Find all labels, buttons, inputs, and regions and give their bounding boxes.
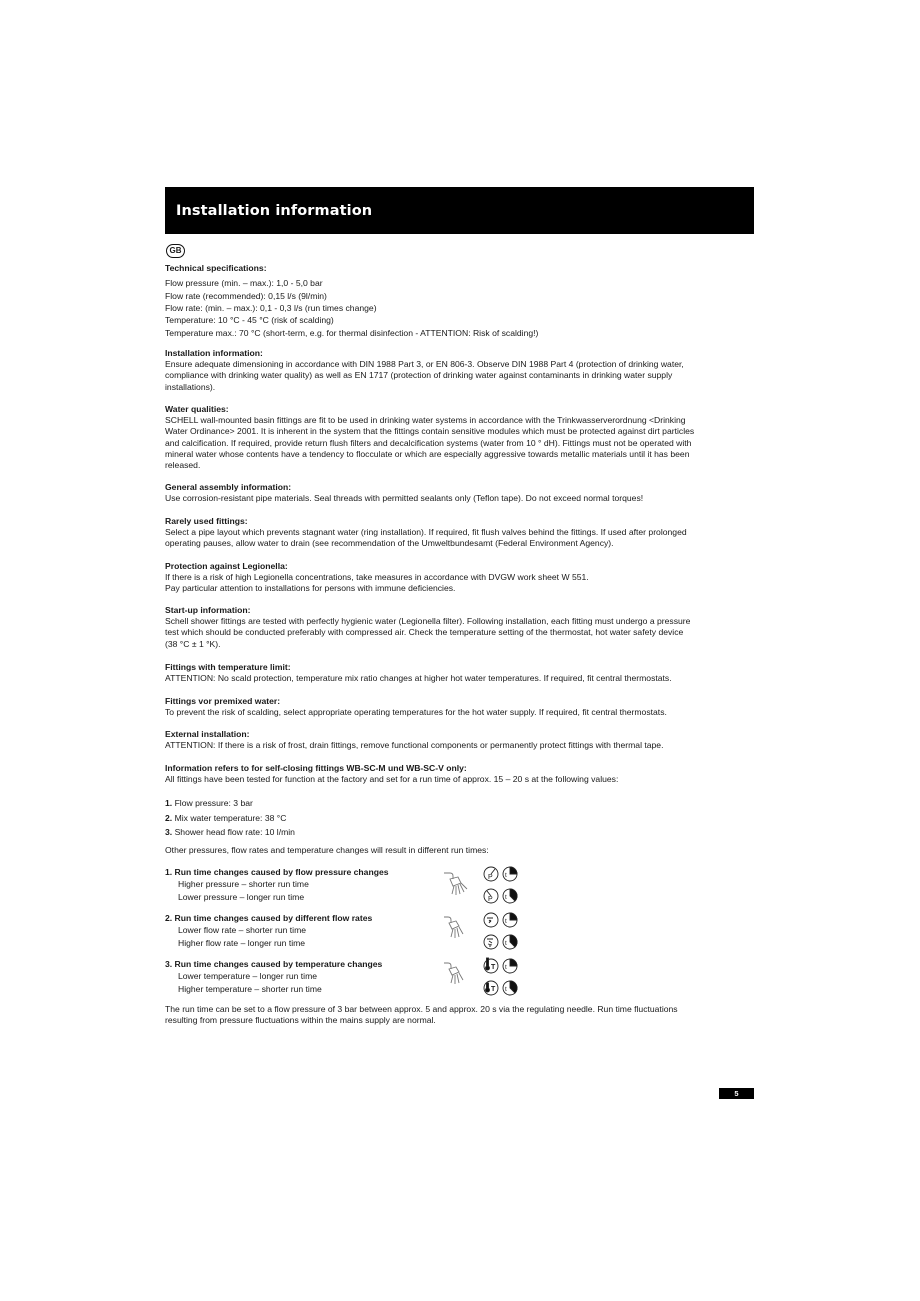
text-line: All fittings have been tested for function at the factory and set for a run time of approx. 15 – 20 s at the following values: <box>165 774 619 785</box>
svg-text:t: t <box>505 986 507 993</box>
section-heading: Information refers to for self-closing fittings WB-SC-M und WB-SC-V only: <box>165 763 467 773</box>
spec-line: Flow pressure (min. – max.): 1,0 - 5,0 bar <box>165 278 323 289</box>
section-technical-specifications <box>165 263 765 339</box>
svg-text:T: T <box>491 986 496 993</box>
text-line: mineral water whose contents have a tendency to flocculate or which are especially aggressive towards metallic materials until it has been <box>165 448 690 459</box>
run-time-line: Lower pressure – longer run time <box>178 891 305 902</box>
svg-text:T: T <box>491 964 496 971</box>
shower-head-icon <box>444 873 467 895</box>
section-heading: Start-up information: <box>165 605 251 615</box>
text-line: compliance with drinking water quality) as well as EN 1717 (protection of drinking water against contaminants in drinking water supply <box>165 370 673 381</box>
section-water-qualities <box>165 404 765 471</box>
section-heading: Installation information: <box>165 348 263 358</box>
section-heading: External installation: <box>165 729 250 739</box>
document-page <box>165 187 755 1098</box>
spec-line: Temperature max.: 70 °C (short-term, e.g. for thermal disinfection - ATTENTION: Risk of scalding!) <box>165 327 539 338</box>
text-line: operating pauses, allow water to drain (see recommendation of the Umweltbundesamt (Federal Environment Agency). <box>165 538 614 549</box>
text-line: Select a pipe layout which prevents stagnant water (ring installation). If required, fit flush valves behind the fittings. If used after prolonged <box>165 527 687 538</box>
run-time-line: Lower flow rate – shorter run time <box>178 925 307 936</box>
page-number: 5 <box>719 1088 754 1099</box>
icon-group-pressure <box>442 865 532 907</box>
text-line: ATTENTION: If there is a risk of frost, drain fittings, remove functional components or permanently protect fittings with thermal tape. <box>165 740 664 751</box>
section-general-assembly <box>165 482 765 504</box>
text-line: Ensure adequate dimensioning in accordance with DIN 1988 Part 3, or EN 806-3. Observe DIN 1988 Part 4 (protection of drinking water, <box>165 359 684 370</box>
text-line: released. <box>165 460 201 471</box>
text-line: Schell shower fittings are tested with perfectly hygienic water (Legionella filter). Following installation, each fitting must undergo a pressure <box>165 616 691 627</box>
spec-line: Temperature: 10 °C - 45 °C (risk of scalding) <box>165 315 334 326</box>
section-heading: Technical specifications: <box>165 263 267 273</box>
page-title: Installation information <box>176 203 373 219</box>
run-time-line: Higher temperature – shorter run time <box>178 983 322 994</box>
text-line: and calcification. If required, provide return flush filters and decalcification systems (water from 10 ° dH). Fittings must not be operated with <box>165 437 692 448</box>
spec-line: Flow rate: (min. – max.): 0,1 - 0,3 l/s (run times change) <box>165 303 377 314</box>
run-time-line: Higher flow rate – longer run time <box>178 937 306 948</box>
text-line: Pay particular attention to installations for persons with immune deficiencies. <box>165 583 456 594</box>
section-heading: Protection against Legionella: <box>165 561 288 571</box>
text-line: If there is a risk of high Legionella concentrations, take measures in accordance with DVGW work sheet W 551. <box>165 572 589 583</box>
text-line: (38 °C ± 1 °K). <box>165 638 221 649</box>
list-item: 1. Flow pressure: 3 bar <box>165 798 253 808</box>
section-premixed-water <box>165 696 765 718</box>
text-line: Use corrosion-resistant pipe materials. Seal threads with permitted sealants only (Teflon tape). Do not exceed normal torques! <box>165 493 644 504</box>
language-badge: GB <box>166 244 185 258</box>
section-heading: Rarely used fittings: <box>165 516 248 526</box>
section-heading: Water qualities: <box>165 404 229 414</box>
svg-text:t: t <box>505 918 507 925</box>
run-time-title: 1. Run time changes caused by flow pressure changes <box>165 867 389 877</box>
timer-icon <box>503 913 517 949</box>
section-heading: Fittings with temperature limit: <box>165 662 291 672</box>
factory-values-list <box>165 796 765 840</box>
svg-text:t: t <box>505 872 507 879</box>
shower-head-icon <box>444 963 463 984</box>
shower-head-icon <box>444 917 463 938</box>
text-line: test which should be conducted preferably with compressed air. Check the temperature setting of the thermostat, hot water safety device <box>165 627 684 638</box>
run-time-line: Higher pressure – shorter run time <box>178 879 309 890</box>
run-time-title: 3. Run time changes caused by temperature changes <box>165 959 383 969</box>
svg-text:t: t <box>505 964 507 971</box>
list-item: 2. Mix water temperature: 38 °C <box>165 812 287 823</box>
section-legionella <box>165 561 765 595</box>
icon-group-flow-rate <box>442 911 532 953</box>
header-bar <box>165 187 754 234</box>
section-self-closing-fittings <box>165 763 765 785</box>
section-installation-information <box>165 348 765 393</box>
svg-text:P: P <box>488 874 493 881</box>
other-note: Other pressures, flow rates and temperature changes will result in different run times: <box>165 845 489 855</box>
closing-note <box>165 1004 765 1026</box>
section-start-up <box>165 605 765 650</box>
section-external-installation <box>165 729 765 751</box>
thermometer-icon <box>484 958 498 995</box>
text-line: To prevent the risk of scalding, select appropriate operating temperatures for the hot water supply. If required, fit central thermostats. <box>165 707 667 718</box>
text-line: ATTENTION: No scald protection, temperature mix ratio changes at higher hot water temperatures. If required, fit central thermostats. <box>165 673 672 684</box>
pressure-gauge-icon <box>484 867 498 903</box>
text-line: Water Ordinance> 2001. It is inherent in the system that the fittings contain sensitive modules which must be protected against dirt particles <box>165 426 695 437</box>
timer-icon <box>503 867 517 903</box>
icon-group-temperature <box>442 957 532 999</box>
run-time-line: Lower temperature – longer run time <box>178 971 318 982</box>
section-temperature-limit <box>165 662 765 684</box>
spec-line: Flow rate (recommended): 0,15 l/s (9l/min) <box>165 290 327 301</box>
svg-text:t: t <box>505 894 507 901</box>
section-heading: General assembly information: <box>165 482 292 492</box>
text-line: SCHELL wall-mounted basin fittings are fit to be used in drinking water systems in accordance with the Trinkwasserverordnung <Drinking <box>165 415 686 426</box>
section-rarely-used-fittings <box>165 516 765 550</box>
svg-text:t: t <box>505 940 507 947</box>
section-heading: Fittings vor premixed water: <box>165 696 281 706</box>
flow-rate-icon <box>484 913 498 949</box>
text-line: installations). <box>165 381 216 392</box>
svg-text:P: P <box>488 896 493 903</box>
timer-icon <box>503 959 517 995</box>
run-time-title: 2. Run time changes caused by different flow rates <box>165 913 373 923</box>
text-line: The run time can be set to a flow pressure of 3 bar between approx. 5 and approx. 20 s via the regulating needle. Run time fluctuations <box>165 1004 678 1014</box>
list-item: 3. Shower head flow rate: 10 l/min <box>165 827 295 838</box>
text-line: resulting from pressure fluctuations within the mains supply are normal. <box>165 1015 436 1026</box>
